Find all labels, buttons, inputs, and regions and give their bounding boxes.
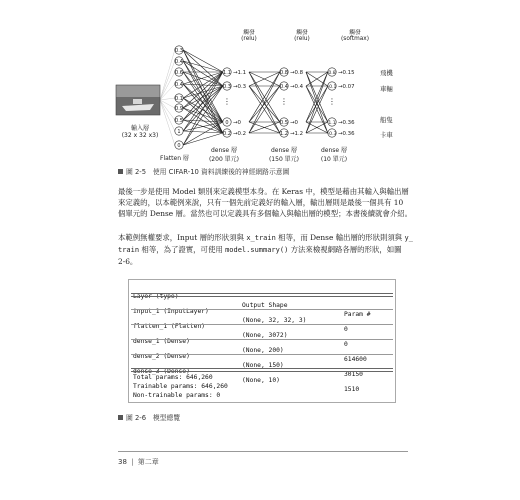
header-param: Param # <box>344 311 371 318</box>
table-row: dense_3 (Dense) (None, 10) 1510 <box>133 368 360 393</box>
dense2-node-value: 0.8 <box>280 70 288 76</box>
summary-rule <box>131 293 393 297</box>
input-node-value: 1 <box>177 129 181 135</box>
dense1-output: →0.3 <box>233 84 247 90</box>
summary-rule <box>131 368 393 372</box>
fan-edge <box>160 72 175 100</box>
edge <box>183 72 223 145</box>
dense3-node-value: 1.1 <box>328 121 336 126</box>
class-label-truck: 卡車 <box>380 131 393 139</box>
caption-marker <box>118 169 123 174</box>
header-output-shape: Output Shape <box>242 302 288 309</box>
flatten-layer-label: Flatten 層 <box>160 155 189 162</box>
page-number: 38 <box>118 458 127 466</box>
dense1-node-value: 0.2 <box>223 131 231 137</box>
fan-edge <box>160 98 175 100</box>
dense2-label: dense 層 (150 單元) <box>268 147 300 163</box>
dense2-output: →0.8 <box>290 70 304 76</box>
dense3-output: →0.07 <box>338 84 355 90</box>
edge <box>183 86 223 145</box>
dense1-dots: ⋮ <box>223 97 231 106</box>
input-node-value: 0.6 <box>175 70 183 76</box>
caption-marker <box>118 415 123 420</box>
activation-label-3: 觸發 (softmax) <box>341 30 369 42</box>
table-row: input_1 (InputLayer) (None, 32, 32, 3) 0 <box>133 308 348 333</box>
fan-edge <box>160 61 175 100</box>
dense1-output: →1.1 <box>233 70 247 76</box>
dense2-output: →1.2 <box>290 131 304 137</box>
dense1-node-value: 0.3 <box>223 84 231 90</box>
activation-label-1: 觸發 (relu) <box>241 30 257 42</box>
fan-edge <box>160 100 175 120</box>
row-divider <box>131 354 393 355</box>
input-node-value: 0.5 <box>175 118 183 124</box>
edge <box>183 122 223 131</box>
input-node-value: 0.4 <box>175 59 183 65</box>
dense3-output: →0.15 <box>338 70 355 76</box>
paragraph-shape-check: 本範例無權要求，Input 層的形狀須與 x_train 相等，而 Dense 輸出層的形狀則須與 y_ train 相等，為了證實，可使用 model.summary() 方法來檢視網路各層的形狀，如圖 2-6。 <box>118 233 413 267</box>
summary-header-row <box>129 283 371 318</box>
dense3-output: →0.36 <box>338 120 355 126</box>
edge <box>183 133 223 145</box>
class-label-car: 車輛 <box>380 85 393 93</box>
row-divider <box>131 324 393 325</box>
paragraph-model-definition: 最後一步是使用 Model 類別來定義模型本身。在 Keras 中，模型是藉由其輸入與輸出層 來定義的，以本範例來說，只有一個先前定義好的輸入層，輸出層則是最後一個具有 10 個單元的 Dense 層。當然也可以定義具有多個輸入與輸出層的模型；本書後續就會介紹。 <box>118 187 412 219</box>
class-label-airplane: 飛機 <box>380 69 393 77</box>
dense1-node-value: 1.1 <box>223 70 231 76</box>
figure-caption-2-6: 圖 2-6 模型總覽 <box>118 412 180 422</box>
dense1-node-value: 0 <box>225 120 229 126</box>
dense2-output: →0 <box>290 120 298 126</box>
row-divider <box>131 309 393 310</box>
input-node-value: 0.3 <box>175 48 183 54</box>
class-label-ship: 船隻 <box>380 116 393 124</box>
input-node-value: 0.4 <box>175 82 183 88</box>
table-row: dense_2 (Dense) (None, 150) 30150 <box>133 353 363 378</box>
dense3-node-value: 0.8 <box>328 71 336 76</box>
edge <box>183 72 223 98</box>
input-image <box>116 85 160 115</box>
dense3-node-value: -0.1 <box>327 85 337 90</box>
footer-rule <box>118 451 408 452</box>
dense1-output: →0 <box>233 120 241 126</box>
row-divider <box>131 339 393 340</box>
dense2-node-value: 0.4 <box>280 84 288 90</box>
chapter-name: 第二章 <box>137 458 159 466</box>
dense2-dots: ⋮ <box>280 97 288 106</box>
page-footer: 38 | 第二章 <box>118 458 159 466</box>
dense2-output: →0.4 <box>290 84 304 90</box>
table-row: flatten_1 (Flatten) (None, 3072) 0 <box>133 323 348 348</box>
dense1-label: dense 層 (200 單元) <box>208 147 240 163</box>
figure-caption-2-5: 圖 2-5 使用 CIFAR-10 資料訓練後的神經網路示意圖 <box>118 166 289 176</box>
input-node-value: 0 <box>177 143 181 149</box>
model-summary-box: Layer (type) Output Shape Param # input_1 (InputLayer) (None, 32, 32, 3) 0 flatten_1 (Flatten) (None, 3072) 0 dense_1 (Dense) (None, 200) 614600 dense_2 (Dense) (None, 150) 30150 dense_3 (Dense) (None, 10) 1510 Total params: 646,260 Trainable params: 646,260 Non-trainable params: 0 <box>128 279 396 403</box>
fan-edge <box>160 50 175 100</box>
header-layer: Layer (type) <box>133 293 179 300</box>
dense3-output: →0.36 <box>338 131 355 137</box>
fan-edge <box>160 100 175 131</box>
input-layer-label: 輸入層 (32 x 32 x3) <box>121 125 159 139</box>
table-row: dense_1 (Dense) (None, 200) 614600 <box>133 338 367 363</box>
dense2-node-value: 0.5 <box>280 120 288 126</box>
dense1-output: →0.2 <box>233 131 247 137</box>
input-node-value: 0.9 <box>175 106 183 112</box>
dense2-node-value: 1.2 <box>280 131 288 137</box>
input-node-value: 0.1 <box>175 96 183 102</box>
dense3-label: dense 層 (10 單元) <box>320 147 348 163</box>
activation-label-2: 觸發 (relu) <box>294 30 310 42</box>
dense3-node-value: -0.3 <box>327 132 337 137</box>
dense3-dots: ⋮ <box>328 97 336 106</box>
